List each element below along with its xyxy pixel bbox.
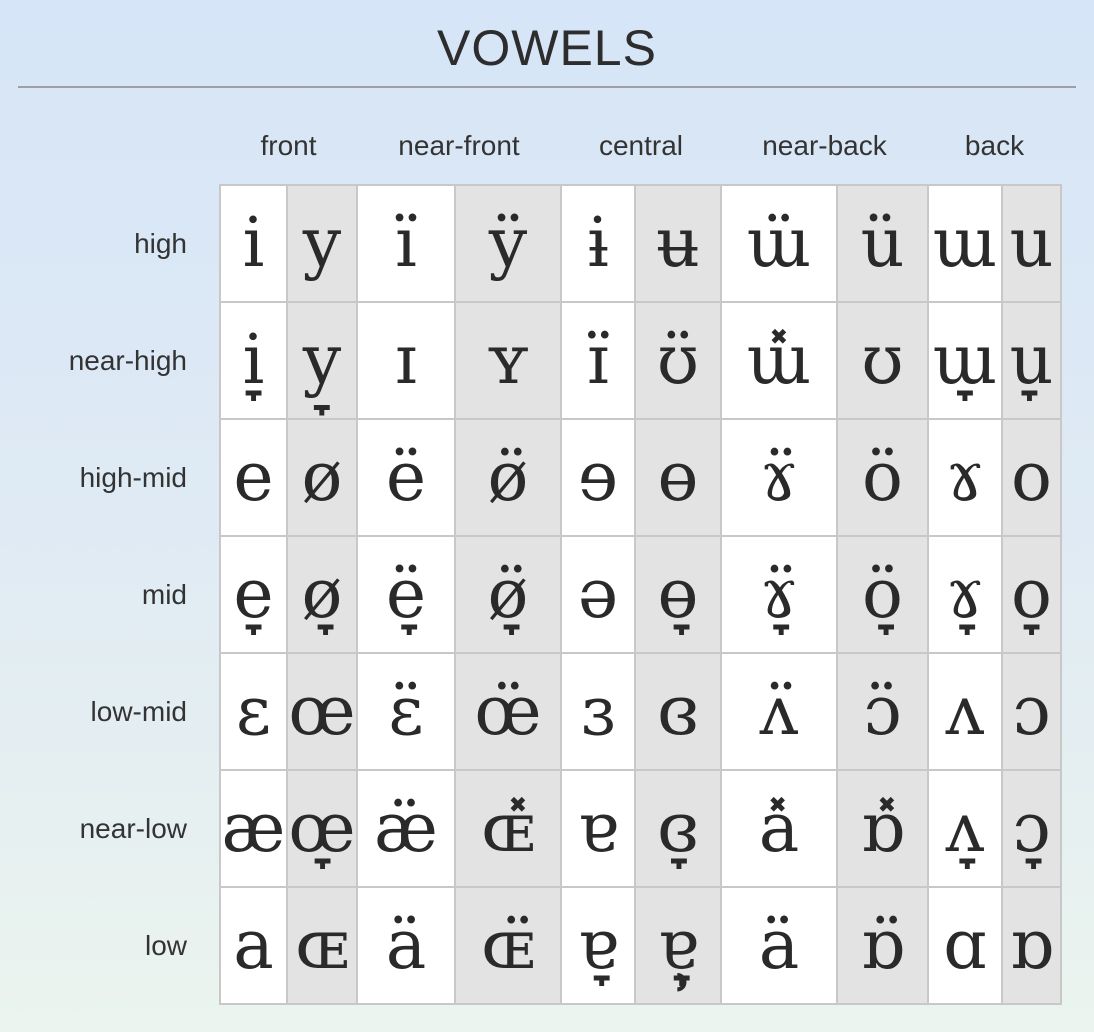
vowel-cell: a̽ xyxy=(721,770,837,887)
vowel-cell: ə xyxy=(561,536,635,653)
vowel-table-body xyxy=(18,185,1061,1004)
vowel-cell: ɯ̽ xyxy=(721,302,837,419)
vowel-cell: ɞ̞ xyxy=(635,770,721,887)
vowel-cell: ɪ xyxy=(357,302,455,419)
vowel-row xyxy=(18,185,1061,302)
vowel-cell: ö xyxy=(837,419,928,536)
vowel-row xyxy=(18,770,1061,887)
vowel-cell: ë̞ xyxy=(357,536,455,653)
vowel-cell: ø xyxy=(287,419,357,536)
vowel-cell: ÿ xyxy=(455,185,561,302)
vowel-cell: ɒ xyxy=(1002,887,1061,1004)
vowel-cell: ï xyxy=(357,185,455,302)
vowel-cell: ɐ̞ xyxy=(561,887,635,1004)
vowel-cell: u xyxy=(1002,185,1061,302)
row-label-high-mid: high-mid xyxy=(79,461,187,493)
vowel-row xyxy=(18,887,1061,1004)
row-label-low: low xyxy=(144,929,187,961)
vowel-cell: ʌ̈ xyxy=(721,653,837,770)
vowel-cell: ɯ̞ xyxy=(928,302,1002,419)
vowel-cell: o̞ xyxy=(1002,536,1061,653)
vowel-cell: æ xyxy=(220,770,287,887)
vowel-cell: ë xyxy=(357,419,455,536)
vowel-cell: ä xyxy=(721,887,837,1004)
vowel-cell: ʌ̞ xyxy=(928,770,1002,887)
vowel-cell: ɞ xyxy=(635,653,721,770)
vowel-cell: œ̈ xyxy=(455,653,561,770)
row-label-near-high: near-high xyxy=(68,344,187,376)
vowel-cell: ɶ̽ xyxy=(455,770,561,887)
column-header-back: back xyxy=(964,130,1025,161)
vowel-cell: ø̈ xyxy=(455,419,561,536)
vowel-cell: ɛ xyxy=(220,653,287,770)
vowel-cell: ɯ̈ xyxy=(721,185,837,302)
vowel-cell: e̞ xyxy=(220,536,287,653)
vowel-cell: ɤ̞̈ xyxy=(721,536,837,653)
vowel-cell: y xyxy=(287,185,357,302)
vowel-cell: ø̞̈ xyxy=(455,536,561,653)
vowel-cell: ɔ xyxy=(1002,653,1061,770)
vowel-table xyxy=(18,108,1062,1005)
vowel-cell: œ̞ xyxy=(287,770,357,887)
vowel-cell: ɨ xyxy=(561,185,635,302)
vowel-cell: ɔ̞ xyxy=(1002,770,1061,887)
vowel-cell: ɛ̈ xyxy=(357,653,455,770)
vowel-cell: i xyxy=(220,185,287,302)
vowel-cell: ɐ̞̹ xyxy=(635,887,721,1004)
column-header-central: central xyxy=(598,130,684,161)
vowel-chart-page xyxy=(0,22,1094,1005)
vowel-cell: ɐ xyxy=(561,770,635,887)
column-header-front: front xyxy=(260,130,317,161)
vowel-row xyxy=(18,536,1061,653)
vowel-cell: ʏ xyxy=(455,302,561,419)
vowel-cell: ʊ xyxy=(837,302,928,419)
row-label-high: high xyxy=(134,227,187,259)
vowel-cell: ɯ xyxy=(928,185,1002,302)
vowel-row xyxy=(18,302,1061,419)
vowel-cell: ɜ xyxy=(561,653,635,770)
vowel-cell: a xyxy=(220,887,287,1004)
vowel-cell: ɑ xyxy=(928,887,1002,1004)
vowel-cell: e xyxy=(220,419,287,536)
vowel-row xyxy=(18,653,1061,770)
vowel-cell: æ̈ xyxy=(357,770,455,887)
vowel-cell: u̞ xyxy=(1002,302,1061,419)
vowel-cell: ɪ̈ xyxy=(561,302,635,419)
vowel-cell: ö̞ xyxy=(837,536,928,653)
vowel-row xyxy=(18,419,1061,536)
vowel-cell: ä xyxy=(357,887,455,1004)
vowel-cell: ɤ xyxy=(928,419,1002,536)
vowel-cell: ɶ xyxy=(287,887,357,1004)
vowel-cell: i̞ xyxy=(220,302,287,419)
page-title: VOWELS xyxy=(437,20,657,76)
vowel-cell: ü xyxy=(837,185,928,302)
vowel-cell: ɤ̞ xyxy=(928,536,1002,653)
vowel-cell: ɒ̽ xyxy=(837,770,928,887)
title-divider xyxy=(18,86,1076,88)
column-header-near-front: near-front xyxy=(398,130,520,161)
vowel-cell: ɘ xyxy=(561,419,635,536)
vowel-cell: œ xyxy=(287,653,357,770)
vowel-cell: o xyxy=(1002,419,1061,536)
row-label-low-mid: low-mid xyxy=(90,695,187,727)
row-label-near-low: near-low xyxy=(79,812,187,844)
vowel-cell: ʌ xyxy=(928,653,1002,770)
vowel-cell: ø̞ xyxy=(287,536,357,653)
column-header-row xyxy=(18,108,1061,185)
vowel-cell: ʉ xyxy=(635,185,721,302)
row-label-mid: mid xyxy=(141,578,187,610)
vowel-cell: y̞ xyxy=(287,302,357,419)
vowel-cell: ɵ xyxy=(635,419,721,536)
vowel-cell: ɔ̈ xyxy=(837,653,928,770)
vowel-cell: ɤ̈ xyxy=(721,419,837,536)
vowel-cell: ɵ̞ xyxy=(635,536,721,653)
corner-spacer xyxy=(18,108,220,185)
vowel-cell: ʊ̈ xyxy=(635,302,721,419)
vowel-cell: ɒ̈ xyxy=(837,887,928,1004)
column-header-near-back: near-back xyxy=(762,130,887,161)
vowel-cell: ɶ̈ xyxy=(455,887,561,1004)
